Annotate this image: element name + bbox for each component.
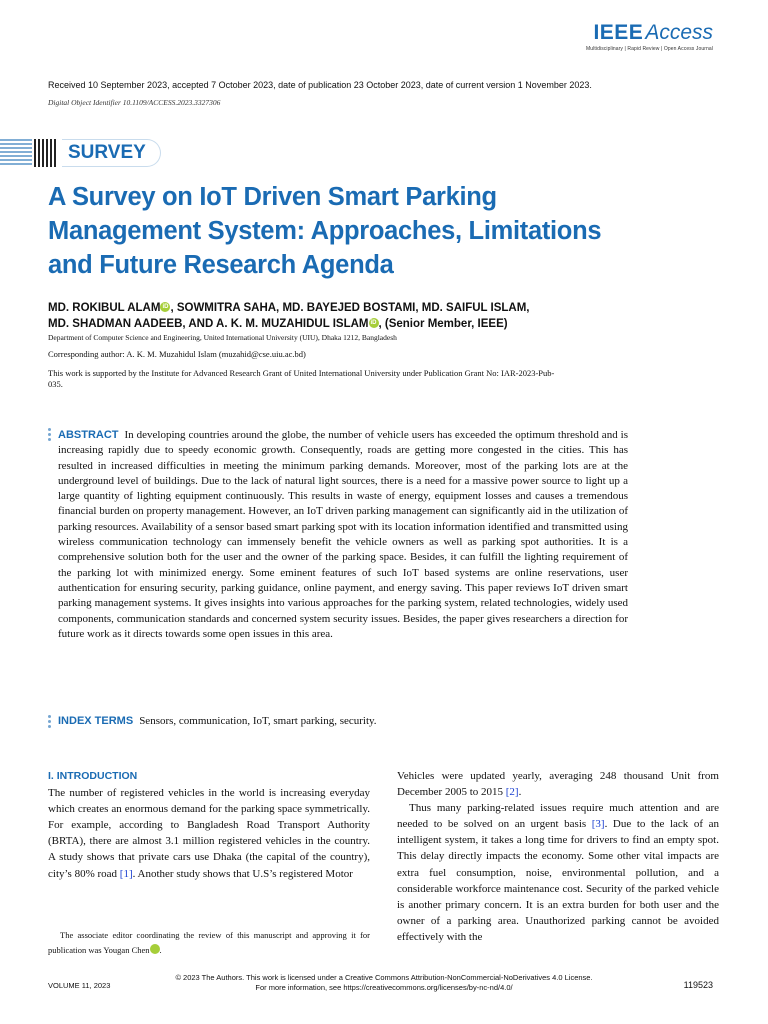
- survey-label: SURVEY: [62, 139, 161, 167]
- intro-paragraph-2: [397, 800, 719, 945]
- footnote-end: .: [159, 945, 162, 955]
- footnote-text: The associate editor coordinating the review of this manuscript and approving it for publication was Yougan Chen: [48, 930, 370, 955]
- abstract-text: In developing countries around the globe, the number of vehicle users has exceeded the optimum threshold and is increasing rapidly due to speedy economic growth. Consequently, roads are getting more congested in the cities. This has resulted in increased difficulties in meeting the minimum parking demands. Moreover, most of the parking lots are at the underground level of buildings. Due to the lack of natural light sources, there is a need for a massive power source to light up a large quantity of lighting equipment continuously. This results in waste of energy, equipment losses and causes a tremendous financial burden on property management. However, an IoT driven parking management can significantly aid in the utilization of parking resources. Availability of a sensor based smart parking spot with its location information identified and transmitted using wireless communication technology can immensely benefit the vehicle owners as well as parking spot authorities. It is a comprehensive solution both for the user and the owner of the parking space. Besides, it can fulfill the lighting requirement of the parking lot with minimized energy. Some eminent features of such IoT based systems are online reservations, user authentication for ensuring security, parking guidance, online payment, and energy saving. This paper reviews IoT driven smart parking management systems. It gives insights into various approaches for the parking system, related technologies, widely used components, communication standards and concerned system security issues. Besides, the paper gives researchers a direction for future work as it directs towards some open issues in this area.: [58, 429, 628, 640]
- orcid-icon[interactable]: iD: [150, 944, 160, 954]
- license-line-2[interactable]: For more information, see https://creativecommons.org/licenses/by-nc-nd/4.0/: [255, 983, 513, 992]
- logo-access: Access: [645, 21, 713, 44]
- authors-line1-part1: MD. ROKIBUL ALAM: [48, 302, 161, 314]
- license-notice: [0, 973, 768, 993]
- survey-banner: [0, 137, 160, 169]
- abstract-dots-icon: [48, 428, 51, 443]
- affiliation: Department of Computer Science and Engineering, United International University (UIU), Dhaka 1212, Bangladesh: [48, 333, 397, 342]
- index-terms-heading: INDEX TERMS: [58, 715, 134, 727]
- doi-line: Digital Object Identifier 10.1109/ACCESS.2023.3327306: [48, 98, 221, 107]
- authors-line2-part2: , (Senior Member, IEEE): [378, 318, 508, 330]
- journal-logo: [586, 22, 713, 52]
- index-terms: [58, 715, 377, 727]
- index-terms-text: Sensors, communication, IoT, smart parking, security.: [139, 715, 377, 727]
- index-dots-icon: [48, 715, 51, 730]
- orcid-icon[interactable]: iD: [162, 304, 169, 310]
- authors-line2-part1: MD. SHADMAN AADEEB, AND A. K. M. MUZAHIDUL ISLAM: [48, 318, 369, 330]
- intro-paragraph-1: [48, 785, 370, 882]
- corresponding-author: Corresponding author: A. K. M. Muzahidul Islam (muzahid@cse.uiu.ac.bd): [48, 349, 306, 359]
- citation-link[interactable]: [1]: [119, 867, 133, 880]
- body-column-left: [48, 768, 370, 882]
- banner-stripes-icon: [0, 139, 32, 167]
- intro-text: . Another study shows that U.S’s registered Motor: [132, 867, 353, 880]
- authors-line1-part2: , SOWMITRA SAHA, MD. BAYEJED BOSTAMI, MD. SAIFUL ISLAM,: [170, 302, 530, 314]
- license-line-1: © 2023 The Authors. This work is licensed under a Creative Commons Attribution-NonCommercial-NoDerivatives 4.0 License.: [175, 973, 593, 982]
- volume-label: VOLUME 11, 2023: [48, 981, 111, 990]
- citation-link[interactable]: [3]: [591, 818, 605, 831]
- paper-title: A Survey on IoT Driven Smart Parking Management System: Approaches, Limitations and Future Research Agenda: [48, 183, 602, 279]
- banner-bars-icon: [34, 139, 60, 167]
- section-heading-introduction: I. INTRODUCTION: [48, 770, 138, 782]
- funding-note: This work is supported by the Institute for Advanced Research Grant of United International University under Publication Grant No: IAR-2023-Pub-035.: [48, 368, 555, 389]
- logo-tagline: Multidisciplinary | Rapid Review | Open Access Journal: [586, 46, 713, 52]
- page-number: 119523: [683, 980, 713, 990]
- citation-link[interactable]: [2]: [505, 786, 519, 799]
- intro-paragraph-1-cont: [397, 768, 719, 800]
- editor-footnote: [48, 928, 370, 958]
- intro-text: Vehicles were updated yearly, averaging 248 thousand Unit from December 2005 to 2015: [397, 770, 719, 799]
- body-column-right: [397, 768, 719, 945]
- author-list: [48, 300, 728, 332]
- orcid-icon[interactable]: iD: [370, 320, 377, 326]
- intro-text: The number of registered vehicles in the world is increasing everyday which creates an enormous demand for the parking space symmetrically. For example, according to Bangladesh Road Transport Authority (BRTA), there are almost 3.1 million registered vehicles in the country. A study shows that private cars use Dhaka (the capital of the country), city’s 80% road: [48, 787, 370, 880]
- abstract: [58, 428, 628, 642]
- intro-text: .: [518, 786, 522, 799]
- abstract-heading: ABSTRACT: [58, 429, 119, 441]
- intro-text: Thus many parking-related issues require much attention and are needed to be solved on an urgent basis: [397, 802, 719, 831]
- intro-text: . Due to the lack of an intelligent system, it takes a long time for drivers to find an empty spot. This delay directly impacts the economy. Some other vital impacts are extra fuel consumption, noise, environmental pollution, and a considerable workforce maintenance cost. Security of the parked vehicle is another primary concern. It is an extra burden for both user and the owner of a parking area. Unauthorized parking cannot be avoided effectively with the: [397, 818, 720, 943]
- logo-ieee: IEEE: [593, 21, 644, 44]
- received-dates: Received 10 September 2023, accepted 7 October 2023, date of publication 23 October 2023, date of current version 1 November 2023.: [48, 80, 592, 90]
